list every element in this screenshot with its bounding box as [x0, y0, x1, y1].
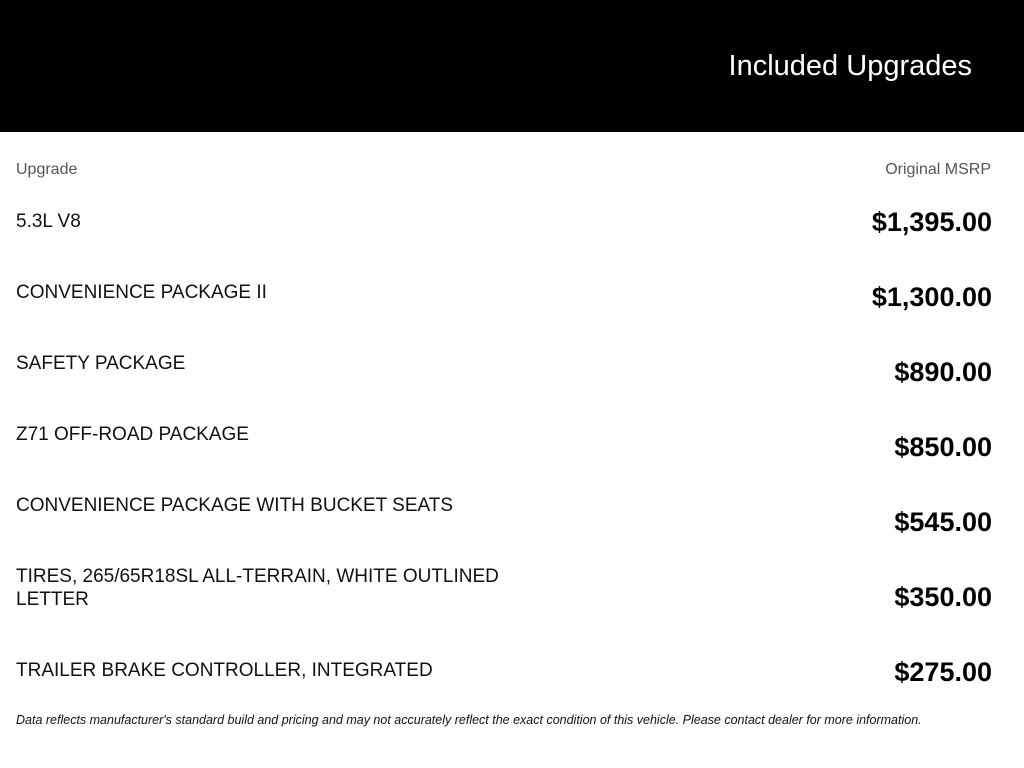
- upgrade-name: TRAILER BRAKE CONTROLLER, INTEGRATED: [16, 660, 433, 681]
- upgrade-name: CONVENIENCE PACKAGE II: [16, 282, 267, 303]
- upgrade-price: $850.00: [894, 432, 992, 462]
- upgrade-price: $275.00: [894, 657, 992, 687]
- upgrade-name: TIRES, 265/65R18SL ALL-TERRAIN, WHITE OUTLINED LETTER: [16, 566, 499, 610]
- upgrade-price: $1,300.00: [871, 282, 992, 312]
- column-header-upgrade: Upgrade: [16, 161, 78, 178]
- page-title: Included Upgrades: [728, 50, 972, 82]
- upgrade-price: $545.00: [894, 507, 992, 537]
- column-header-msrp: Original MSRP: [885, 161, 991, 178]
- upgrade-price: $350.00: [894, 582, 992, 612]
- upgrade-name: CONVENIENCE PACKAGE WITH BUCKET SEATS: [16, 495, 454, 516]
- upgrade-price: $890.00: [894, 357, 992, 387]
- disclaimer-text: Data reflects manufacturer's standard build and pricing and may not accurately reflect the exact condition of this vehicle. Please contact dealer for more information.: [16, 713, 922, 727]
- upgrade-price: $1,395.00: [871, 207, 992, 237]
- upgrade-name: 5.3L V8: [16, 211, 81, 232]
- header-banner: [0, 0, 1024, 132]
- upgrade-name: Z71 OFF-ROAD PACKAGE: [16, 424, 249, 445]
- upgrade-name: SAFETY PACKAGE: [16, 353, 186, 374]
